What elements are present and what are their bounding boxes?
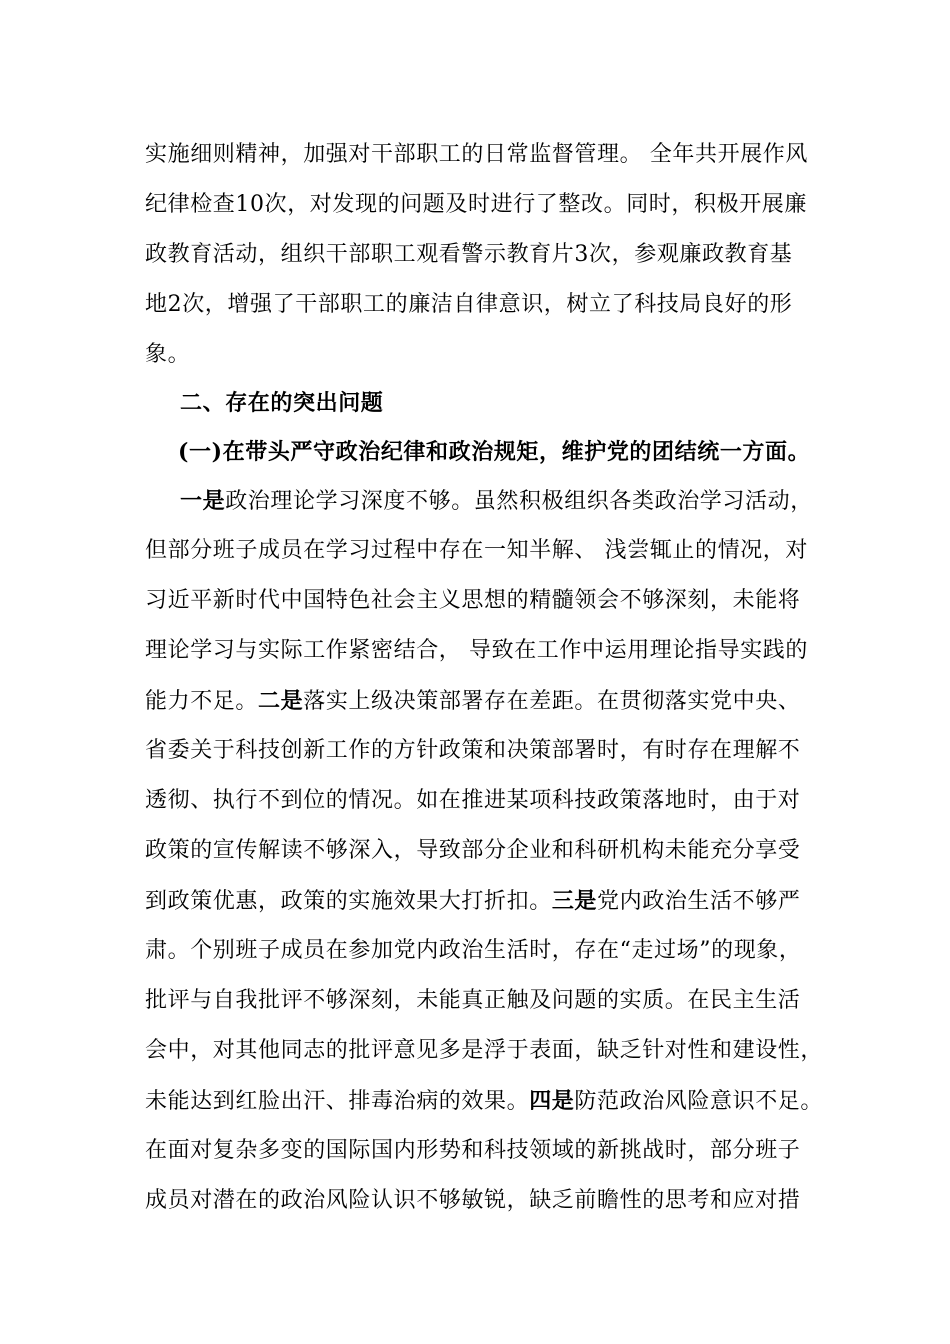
text-line: 批评与自我批评不够深刻，未能真正触及问题的实质。在民主生活 <box>145 988 801 1013</box>
text-line: 政策的宣传解读不够深入，导致部分企业和科研机构未能充分享受 <box>145 838 801 863</box>
text-line <box>180 486 870 517</box>
point-marker: 三是 <box>551 888 598 914</box>
text-line: 会中，对其他同志的批评意见多是浮于表面，缺乏针对性和建设性， <box>145 1038 824 1063</box>
text-line <box>145 686 835 717</box>
text-line: 习近平新时代中国特色社会主义思想的精髓领会不够深刻，未能将 <box>145 588 801 613</box>
text-line: 理论学习与实际工作紧密结合， 导致在工作中运用理论指导实践的 <box>145 638 808 663</box>
text-line: 纪律检查10次，对发现的问题及时进行了整改。同时，积极开展廉 <box>145 192 807 217</box>
text-line <box>145 886 835 917</box>
subsection-heading: (一)在带头严守政治纪律和政治规矩，维护党的团结统一方面。 <box>178 439 811 465</box>
text-line: 但部分班子成员在学习过程中存在一知半解、 浅尝辄止的情况，对 <box>145 538 808 563</box>
text-line <box>145 1086 835 1117</box>
text-span: 落实上级决策部署存在差距。在贯彻落实党中央、 <box>303 689 801 714</box>
text-line: 实施细则精神，加强对干部职工的日常监督管理。 全年共开展作风 <box>145 142 808 167</box>
text-line: 政教育活动，组织干部职工观看警示教育片3次，参观廉政教育基 <box>145 242 793 267</box>
text-line: 地2次，增强了干部职工的廉洁自律意识，树立了科技局良好的形 <box>145 292 793 317</box>
text-line: 成员对潜在的政治风险认识不够敏锐，缺乏前瞻性的思考和应对措 <box>145 1188 801 1213</box>
text-span: 能力不足。 <box>145 689 259 714</box>
text-span: 防范政治风险意识不足。 <box>574 1089 824 1114</box>
text-span: 未能达到红脸出汗、排毒治病的效果。 <box>145 1089 530 1114</box>
text-line: 在面对复杂多变的国际国内形势和科技领域的新挑战时，部分班子 <box>145 1138 801 1163</box>
point-marker: 四是 <box>529 1088 575 1114</box>
text-span: 政治理论学习深度不够。虽然积极组织各类政治学习活动， <box>225 489 813 514</box>
text-line: 肃。个别班子成员在参加党内政治生活时，存在“走过场”的现象， <box>145 938 802 963</box>
text-line: 象。 <box>145 342 191 367</box>
text-line: 透彻、执行不到位的情况。如在推进某项科技政策落地时，由于对 <box>145 788 801 813</box>
text-span: 党内政治生活不够严 <box>597 889 801 914</box>
text-span: 到政策优惠，政策的实施效果大打折扣。 <box>145 889 552 914</box>
text-line: 省委关于科技创新工作的方针政策和决策部署时，有时存在理解不 <box>145 738 801 763</box>
point-marker: 一是 <box>180 488 226 514</box>
point-marker: 二是 <box>258 688 304 714</box>
section-heading: 二、存在的突出问题 <box>180 390 384 416</box>
